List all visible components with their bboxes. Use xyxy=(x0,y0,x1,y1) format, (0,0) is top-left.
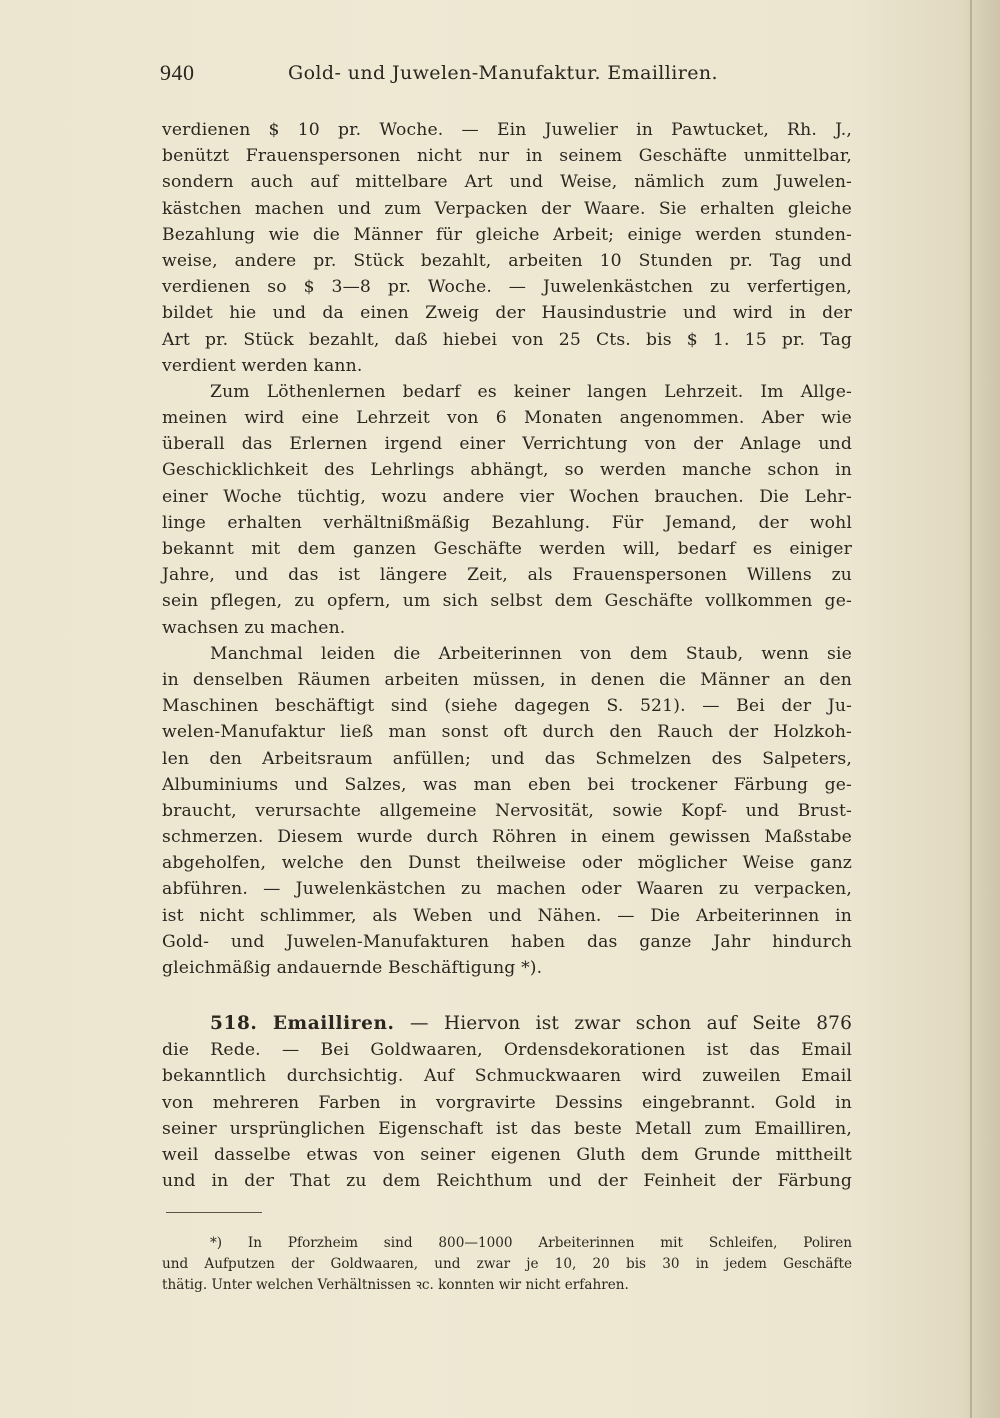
text-line: von mehreren Farben in vorgravirte Dessins eingebrannt. Gold in xyxy=(162,1092,852,1113)
page-edge xyxy=(970,0,972,1418)
text-line: Manchmal leiden die Arbeiterinnen von dem Staub, wenn sie xyxy=(210,643,852,664)
text-line: wachsen zu machen. xyxy=(162,617,346,638)
text-line: sein pflegen, zu opfern, um sich selbst dem Geschäfte vollkommen ge- xyxy=(162,591,852,612)
paragraph-2 xyxy=(162,379,852,641)
section-number: 518. xyxy=(210,1013,258,1034)
text-line: Jahre, und das ist längere Zeit, als Frauenspersonen Willens zu xyxy=(162,565,852,586)
text-line: in denselben Räumen arbeiten müssen, in denen die Männer an den xyxy=(162,669,852,690)
text-line: und in der That zu dem Reichthum und der Feinheit der Färbung xyxy=(162,1171,852,1192)
text-line: weise, andere pr. Stück bezahlt, arbeiten 10 Stunden pr. Tag und xyxy=(162,250,852,271)
text-line: einer Woche tüchtig, wozu andere vier Wochen brauchen. Die Lehr- xyxy=(162,486,852,507)
text-line: schmerzen. Diesem wurde durch Röhren in einem gewissen Maßstabe xyxy=(162,827,852,848)
text-line: Bezahlung wie die Männer für gleiche Arbeit; einige werden stunden- xyxy=(162,224,852,245)
footnote xyxy=(162,1233,852,1296)
text-line: Albuminiums und Salzes, was man eben bei trockener Färbung ge- xyxy=(162,774,852,795)
text-line: ist nicht schlimmer, als Weben und Nähen. — Die Arbeiterinnen in xyxy=(162,905,852,926)
text-line: len den Arbeitsraum anfüllen; und das Schmelzen des Salpeters, xyxy=(162,748,852,769)
text-line: verdienen $ 10 pr. Woche. — Ein Juwelier in Pawtucket, Rh. J., xyxy=(162,120,852,140)
text-line: verdienen so $ 3—8 pr. Woche. — Juwelenkästchen zu verfertigen, xyxy=(162,277,852,298)
body-text xyxy=(162,117,852,981)
text-line: Geschicklichkeit des Lehrlings abhängt, so werden manche schon in xyxy=(162,460,852,481)
text-line: Maschinen beschäftigt sind (siehe dagegen S. 521). — Bei der Ju- xyxy=(162,696,852,717)
text-line: abführen. — Juwelenkästchen zu machen oder Waaren zu verpacken, xyxy=(162,879,852,900)
text-line: gleichmäßig andauernde Beschäftigung *). xyxy=(162,958,543,978)
text-line: braucht, verursachte allgemeine Nervosität, sowie Kopf- und Brust- xyxy=(162,800,852,821)
text-line: meinen wird eine Lehrzeit von 6 Monaten angenommen. Aber wie xyxy=(162,408,852,429)
footnote-line: thätig. Unter welchen Verhältnissen ꝛc. konnten wir nicht erfahren. xyxy=(162,1277,629,1293)
text-line: kästchen machen und zum Verpacken der Waare. Sie erhalten gleiche xyxy=(162,198,852,219)
section-518 xyxy=(162,1011,852,1194)
text-line: seiner ursprünglichen Eigenschaft ist das beste Metall zum Emailliren, xyxy=(162,1118,852,1139)
footnote-line: und Aufputzen der Goldwaaren, und zwar je 10, 20 bis 30 in jedem Geschäfte xyxy=(162,1256,852,1272)
section-first-line-text: — Hiervon ist zwar schon auf Seite 876 xyxy=(409,1013,852,1034)
paragraph-3 xyxy=(162,641,852,981)
text-line: überall das Erlernen irgend einer Verrichtung von der Anlage und xyxy=(162,434,852,455)
text-line: benützt Frauenspersonen nicht nur in seinem Geschäfte unmittelbar, xyxy=(162,146,852,167)
footnote-divider xyxy=(166,1212,262,1213)
paragraph-1 xyxy=(162,117,852,379)
footnote-line: *) In Pforzheim sind 800—1000 Arbeiterinnen mit Schleifen, Poliren xyxy=(210,1235,852,1251)
text-line: die Rede. — Bei Goldwaaren, Ordensdekorationen ist das Email xyxy=(162,1040,852,1061)
text-line: welen-Manufaktur ließ man sonst oft durch den Rauch der Holzkoh- xyxy=(162,722,852,743)
text-line: sondern auch auf mittelbare Art und Weise, nämlich zum Juwelen- xyxy=(162,172,852,193)
text-line: Gold- und Juwelen-Manufakturen haben das ganze Jahr hindurch xyxy=(162,931,852,952)
section-heading: Emailliren. xyxy=(272,1013,395,1034)
running-title: Gold- und Juwelen-Manufaktur. Emailliren. xyxy=(288,62,718,84)
page-header xyxy=(160,60,860,96)
text-line: weil dasselbe etwas von seiner eigenen Gluth dem Grunde mittheilt xyxy=(162,1144,852,1165)
section-first-line xyxy=(162,1011,852,1037)
text-line: bekannt mit dem ganzen Geschäfte werden will, bedarf es einiger xyxy=(162,539,852,559)
text-line: linge erhalten verhältnißmäßig Bezahlung. Für Jemand, der wohl xyxy=(162,512,852,533)
text-line: verdient werden kann. xyxy=(162,355,363,376)
text-line: abgeholfen, welche den Dunst theilweise oder möglicher Weise ganz xyxy=(162,853,852,874)
text-line: bildet hie und da einen Zweig der Hausindustrie und wird in der xyxy=(162,303,852,324)
text-line: Art pr. Stück bezahlt, daß hiebei von 25 Cts. bis $ 1. 15 pr. Tag xyxy=(162,329,852,350)
text-line: Zum Löthenlernen bedarf es keiner langen Lehrzeit. Im Allge- xyxy=(210,381,852,402)
text-line: bekanntlich durchsichtig. Auf Schmuckwaaren wird zuweilen Email xyxy=(162,1066,852,1087)
page-number: 940 xyxy=(160,60,195,85)
